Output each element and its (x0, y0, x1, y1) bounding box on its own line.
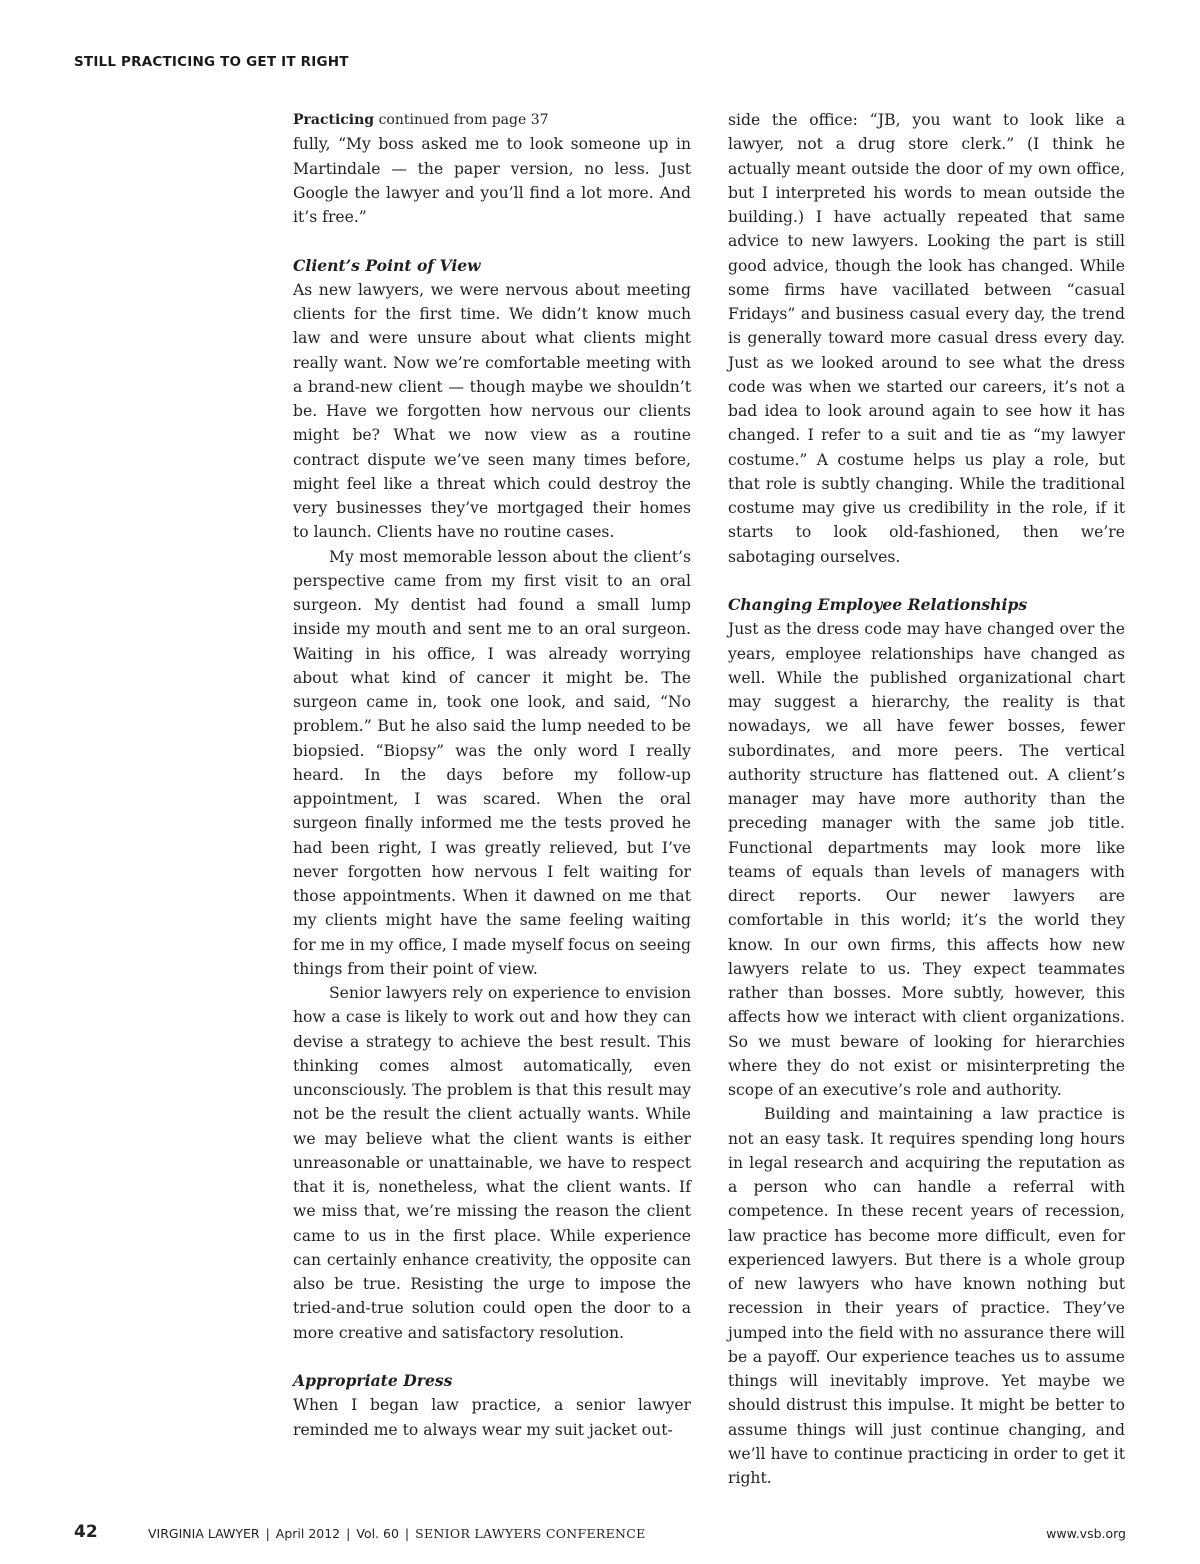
paragraph: Building and maintaining a law practice is not an easy task. It requires spending long hours in legal research and acquiring the reputation as a person who can handle a referral with competence. In these recent years of recession, law practice has become more difficult, even for experienced lawyers. But there is a whole group of new lawyers who have known nothing but recession in their years of practice. They’ve jumped into the field with no assurance there will be a payoff. Our experience teaches us to assume things will inevitably improve. Yet maybe we should distrust this impulse. It might be better to assume things will just continue changing, and we’ll have to continue practicing in order to get it right. (728, 1105, 1125, 1487)
volume: Vol. 60 (356, 1526, 399, 1541)
paragraph: side the office: “JB, you want to look like a lawyer, not a drug store clerk.” (I think he actually meant outside the door of my own office, but I interpreted his words to mean outside the building.) I have actually repeated that same advice to new lawyers. Looking the part is still good advice, though the look has changed. While some firms have vacillated between “casual Fridays” and business casual every day, the trend is generally toward more casual dress every day. Just as we looked around to see what the dress code was when we started our careers, it’s not a bad idea to look around again to see how it has changed. I refer to a suit and tie as “my lawyer costume.” A costume helps us play a role, but that role is subtly changing. While the traditional costume may give us credibility in the role, if it starts to look old-fashioned, then we’re sabotaging ourselves. (728, 111, 1125, 566)
separator: | (265, 1526, 270, 1541)
paragraph: Just as the dress code may have changed over the years, employee relationships have changed as well. While the published organizational chart may suggest a hierarchy, the reality is that nowadays, we all have fewer bosses, fewer subordinates, and more peers. The vertical authority structure has flattened out. A client’s manager may have more authority than the preceding manager with the same job title. Functional departments may look more like teams of equals than levels of managers with direct reports. Our newer lawyers are comfortable in this world; it’s the world they know. In our own firms, this affects how new lawyers relate to us. They expect teammates rather than bosses. More subtly, however, this affects how we interact with client organizations. So we must beware of looking for hierarchies where they do not exist or misinterpreting the scope of an executive’s role and authority. (728, 620, 1125, 1099)
paragraph: Senior lawyers rely on experience to envision how a case is likely to work out and how they can devise a strategy to achieve the best result. This thinking comes almost automatically, even unconsciously. The problem is that this result may not be the result the client actually wants. While we may believe what the client wants is either unreasonable or unattainable, we have to respect that it is, nonetheless, what the client wants. If we miss that, we’re missing the reason the client came to us in the first place. While experience can certainly enhance creativity, the opposite can also be true. Resisting the urge to impose the tried-and-true solution could open the door to a more creative and satisfactory resolution. (293, 984, 691, 1342)
continued-label: Practicing (293, 112, 375, 128)
publication-name: VIRGINIA LAWYER (148, 1526, 260, 1541)
issue-date: April 2012 (275, 1526, 341, 1541)
section-heading-clients-point-of-view: Client’s Point of View (293, 255, 481, 275)
right-column (728, 108, 1125, 1490)
publication-line (148, 1526, 646, 1541)
continued-text: continued from page 37 (378, 112, 549, 128)
paragraph: As new lawyers, we were nervous about meeting clients for the first time. We didn’t know much law and were unsure about what clients might really want. Now we’re comfortable meeting with a brand-new client — though maybe we shouldn’t be. Have we forgotten how nervous our clients might be? What we now view as a routine contract dispute we’ve seen many times before, might feel like a threat which could destroy the very businesses they’ve mortgaged their homes to launch. Clients have no routine cases. (293, 280, 691, 542)
running-head: STILL PRACTICING TO GET IT RIGHT (74, 54, 349, 70)
continued-line (293, 108, 691, 132)
paragraph: My most memorable lesson about the client’s perspective came from my first visit to an oral surgeon. My dentist had found a small lump inside my mouth and sent me to an oral surgeon. Waiting in his office, I was already worrying about what kind of cancer it might be. The surgeon came in, took one look, and said, “No problem.” But he also said the lump needed to be biopsied. “Biopsy” was the only word I really heard. In the days before my follow-up appointment, I was scared. When the oral surgeon finally informed me the tests proved he had been right, I was greatly relieved, but I’ve never forgotten how nervous I felt waiting for those appointments. When it dawned on me that my clients might have the same feeling waiting for me in my office, I made myself focus on seeing things from their point of view. (293, 547, 691, 978)
page-number: 42 (74, 1522, 98, 1542)
left-column (293, 108, 691, 1442)
website-link[interactable]: www.vsb.org (1046, 1526, 1126, 1541)
paragraph: When I began law practice, a senior lawyer reminded me to always wear my suit jacket out- (293, 1396, 691, 1439)
separator: | (346, 1526, 351, 1541)
separator: | (404, 1526, 410, 1541)
section-name: SENIOR LAWYERS CONFERENCE (415, 1526, 646, 1541)
paragraph: fully, “My boss asked me to look someone up in Martindale — the paper version, no less. Just Google the lawyer and you’ll find a lot more. And it’s free.” (293, 135, 691, 226)
section-heading-changing-employee-relationships: Changing Employee Relationships (728, 595, 1028, 614)
section-heading-appropriate-dress: Appropriate Dress (293, 1371, 453, 1390)
